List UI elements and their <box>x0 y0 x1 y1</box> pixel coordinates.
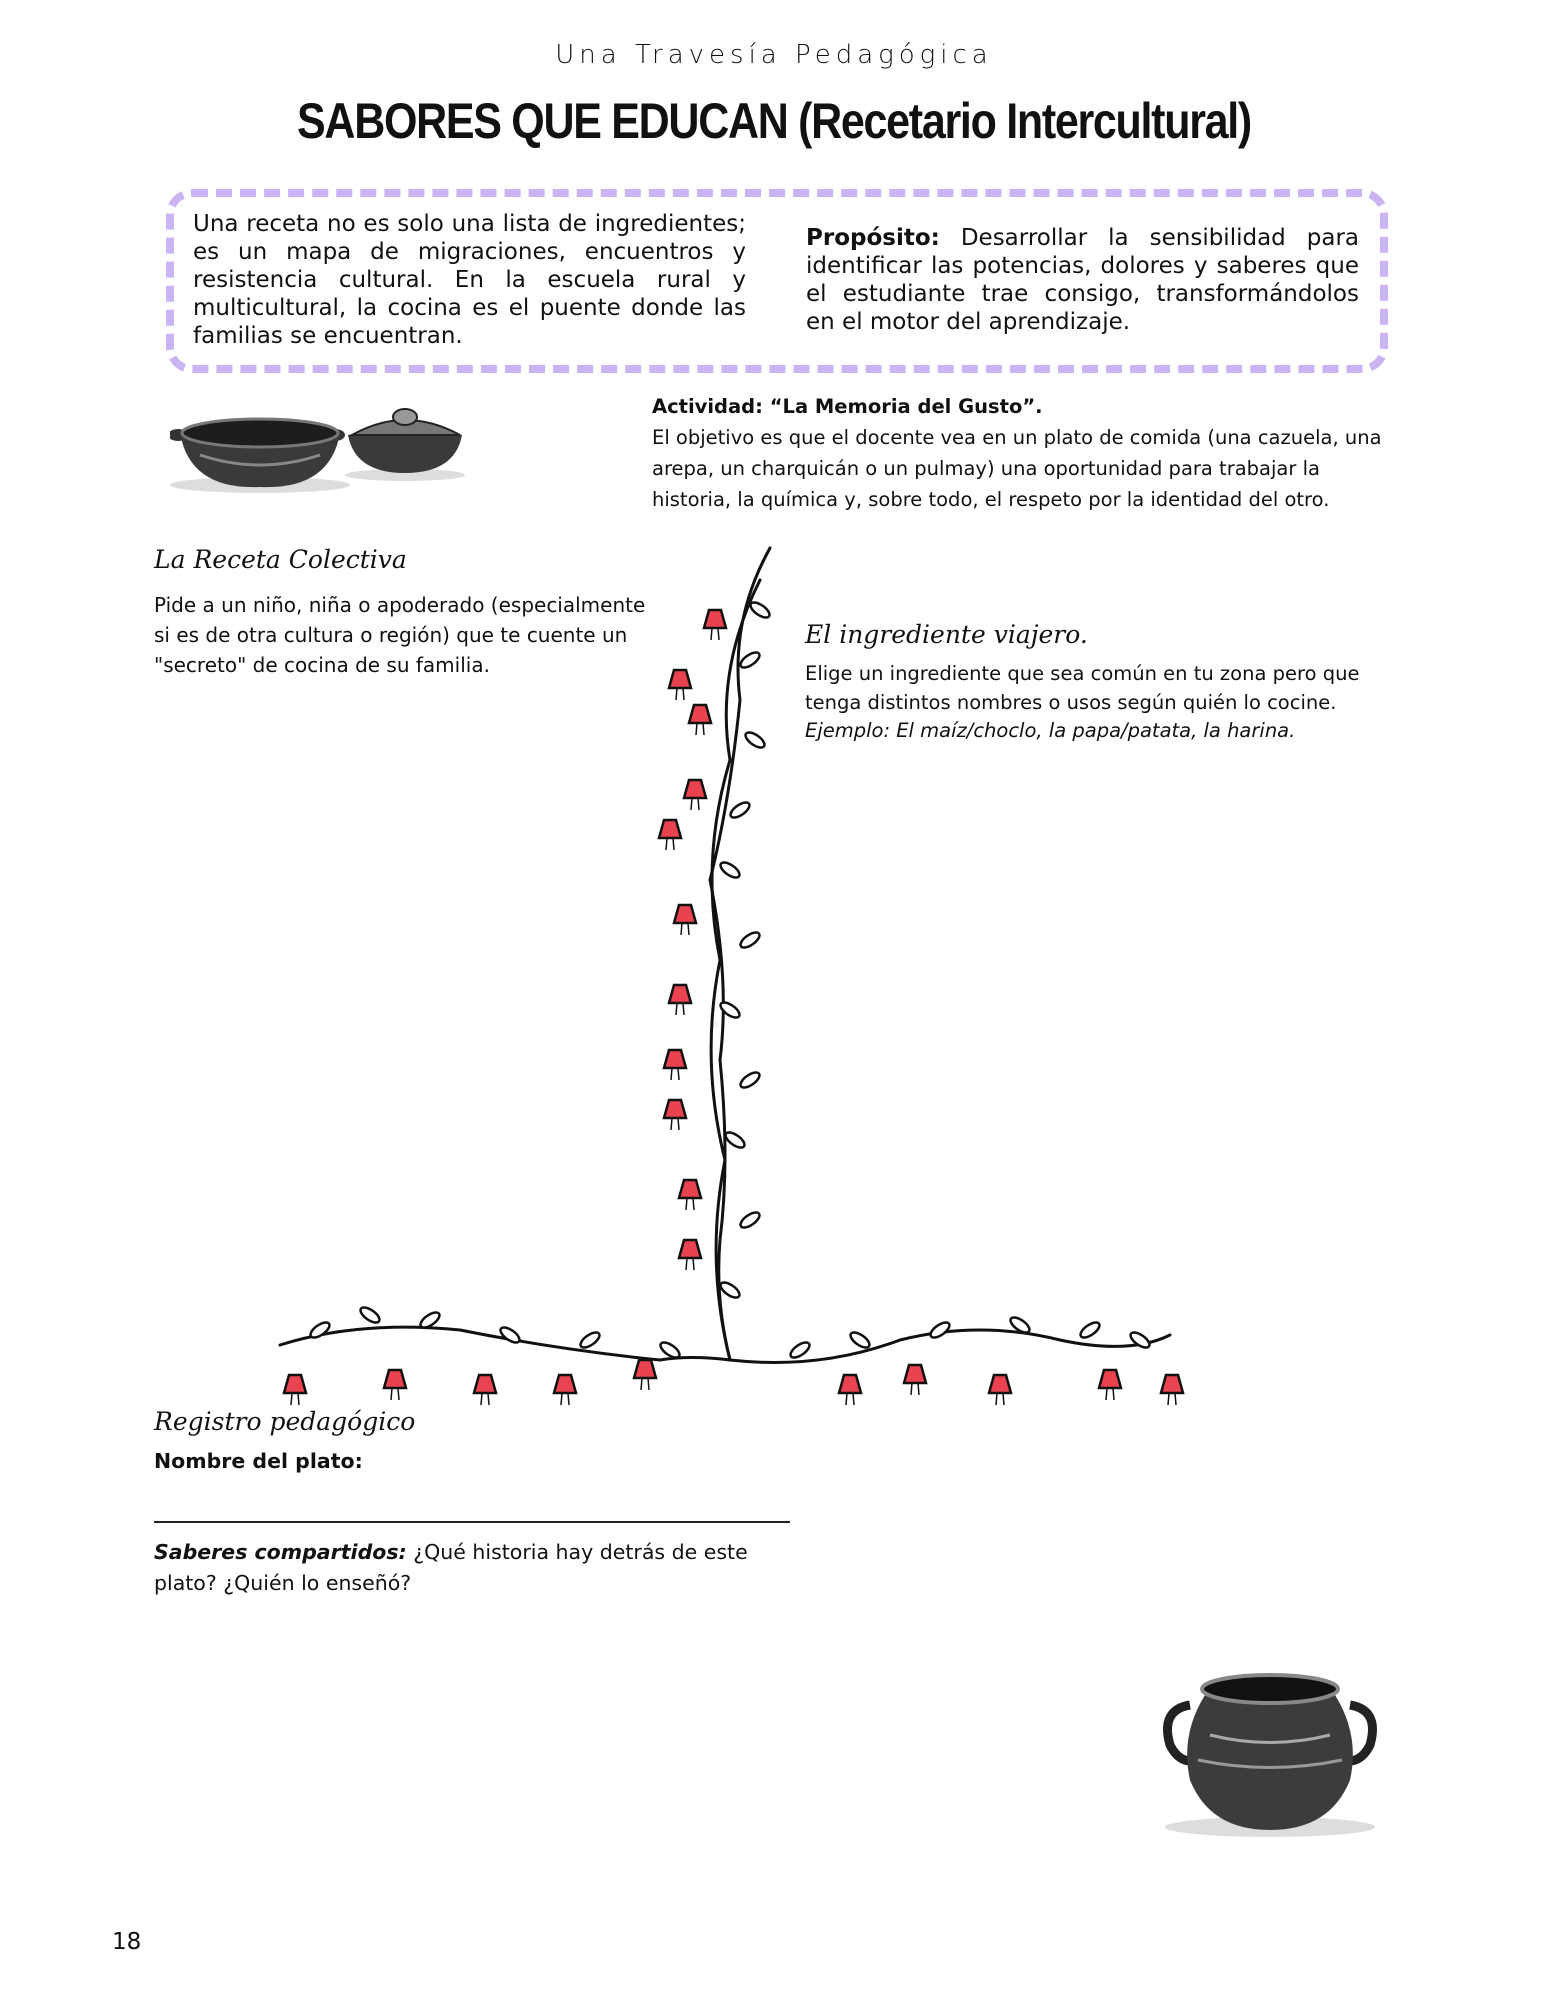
flower-stamen <box>671 1118 679 1130</box>
vine-leaf <box>738 930 762 951</box>
flower-stamen <box>686 1258 694 1270</box>
flowering-vine-illustration <box>260 540 1200 1420</box>
flower-stamen <box>1106 1388 1114 1400</box>
vine-leaf <box>308 1320 332 1341</box>
saberes-block <box>154 1537 814 1599</box>
vine-leaf <box>1078 1320 1102 1341</box>
ingrediente-viajero-text: Elige un ingrediente que sea común en tu zona pero que tenga distintos nombres o usos según quién lo cocine. <box>805 662 1360 714</box>
page-title: SABORES QUE EDUCAN (Recetario Intercultural) <box>297 93 1251 149</box>
vine-leaf <box>728 800 752 821</box>
bell-flower <box>664 1100 686 1118</box>
vine-leaf <box>743 730 767 751</box>
dish-name-line[interactable] <box>154 1521 790 1523</box>
page-number: 18 <box>112 1929 142 1955</box>
vine-leaf <box>848 1330 872 1351</box>
bell-flower <box>679 1180 701 1198</box>
activity-text: El objetivo es que el docente vea en un plato de comida (una cazuela, una arepa, un charquicán o un pulmay) una oportunidad para trabajar la historia, la química y, sobre todo, el respeto por la identidad del otro. <box>652 426 1382 511</box>
flower-stamen <box>686 1198 694 1210</box>
vine-leaf <box>748 600 772 621</box>
activity-block <box>652 391 1392 515</box>
bell-flower <box>839 1375 861 1393</box>
flower-stamen <box>996 1393 1004 1405</box>
bell-flower <box>659 820 681 838</box>
bell-flower <box>669 670 691 688</box>
flower-stamen <box>291 1393 299 1405</box>
bell-flower <box>1099 1370 1121 1388</box>
bell-flower <box>674 905 696 923</box>
bell-flower <box>1161 1375 1183 1393</box>
saberes-text: ¿Qué historia hay detrás de este plato? ¿Quién lo enseñó? <box>154 1540 748 1595</box>
bell-flower <box>634 1360 656 1378</box>
vine-leaf <box>928 1320 952 1341</box>
bell-flower <box>689 705 711 723</box>
bell-flower <box>704 610 726 628</box>
bell-flower <box>474 1375 496 1393</box>
flower-stamen <box>711 628 719 640</box>
bell-flower <box>679 1240 701 1258</box>
flower-stamen <box>391 1388 399 1400</box>
vine-leaf <box>718 860 742 881</box>
flower-stamen <box>846 1393 854 1405</box>
flower-stamen <box>911 1383 919 1395</box>
receta-colectiva-text: Pide a un niño, niña o apoderado (especialmente si es de otra cultura o región) que te cuente un "secreto" de cocina de su familia. <box>154 593 646 677</box>
vine-leaf <box>738 1070 762 1091</box>
flower-stamen <box>561 1393 569 1405</box>
vine-leaf <box>738 650 762 671</box>
bell-flower <box>989 1375 1011 1393</box>
flower-stamen <box>691 798 699 810</box>
ingrediente-viajero-example: Ejemplo: El maíz/choclo, la papa/patata, la harina. <box>805 719 1296 742</box>
vine-leaf <box>718 1280 742 1301</box>
bell-flower <box>669 985 691 1003</box>
flower-stamen <box>1168 1393 1176 1405</box>
registro-heading: Registro pedagógico <box>154 1407 416 1436</box>
purpose-block <box>806 224 1359 336</box>
flower-stamen <box>676 1003 684 1015</box>
vine-leaf <box>1128 1330 1152 1351</box>
lidded-pot-icon <box>345 409 465 481</box>
purpose-text: Desarrollar la sensibilidad para identificar las potencias, dolores y saberes que el estudiante trae consigo, transformándolos en el motor del aprendizaje. <box>806 225 1359 335</box>
bell-flower <box>554 1375 576 1393</box>
saberes-label: Saberes compartidos: <box>154 1540 407 1564</box>
vine-leaf <box>358 1305 382 1326</box>
bell-flower <box>664 1050 686 1068</box>
page-kicker: Una Travesía Pedagógica <box>555 40 993 70</box>
bell-flower <box>284 1375 306 1393</box>
vine-leaf <box>578 1330 602 1351</box>
intro-text: Una receta no es solo una lista de ingredientes; es un mapa de migraciones, encuentros y resistencia cultural. En la escuela rural y multicultural, la cocina es el puente donde las familias se encuentran. <box>193 211 746 349</box>
bell-flower <box>684 780 706 798</box>
ingrediente-viajero-heading: El ingrediente viajero. <box>805 620 1088 649</box>
activity-label: Actividad: “La Memoria del Gusto”. <box>652 395 1043 418</box>
flower-stamen <box>481 1393 489 1405</box>
dish-name-label: Nombre del plato: <box>154 1449 363 1473</box>
flower-stamen <box>666 838 674 850</box>
flower-stamen <box>681 923 689 935</box>
purpose-label: Propósito: <box>806 225 940 251</box>
flower-stamen <box>671 1068 679 1080</box>
vine-leaf <box>788 1340 812 1361</box>
vine-leaf <box>723 1130 747 1151</box>
vine-leaf <box>738 1210 762 1231</box>
flower-stamen <box>696 723 704 735</box>
clay-pots-illustration <box>170 395 470 495</box>
flower-stamen <box>641 1378 649 1390</box>
bell-flower <box>904 1365 926 1383</box>
clay-cauldron-illustration <box>1150 1665 1390 1845</box>
bell-flower <box>384 1370 406 1388</box>
flower-stamen <box>676 688 684 700</box>
open-bowl-icon <box>170 419 350 493</box>
receta-colectiva-heading: La Receta Colectiva <box>154 545 407 574</box>
vine-leaf <box>498 1325 522 1346</box>
